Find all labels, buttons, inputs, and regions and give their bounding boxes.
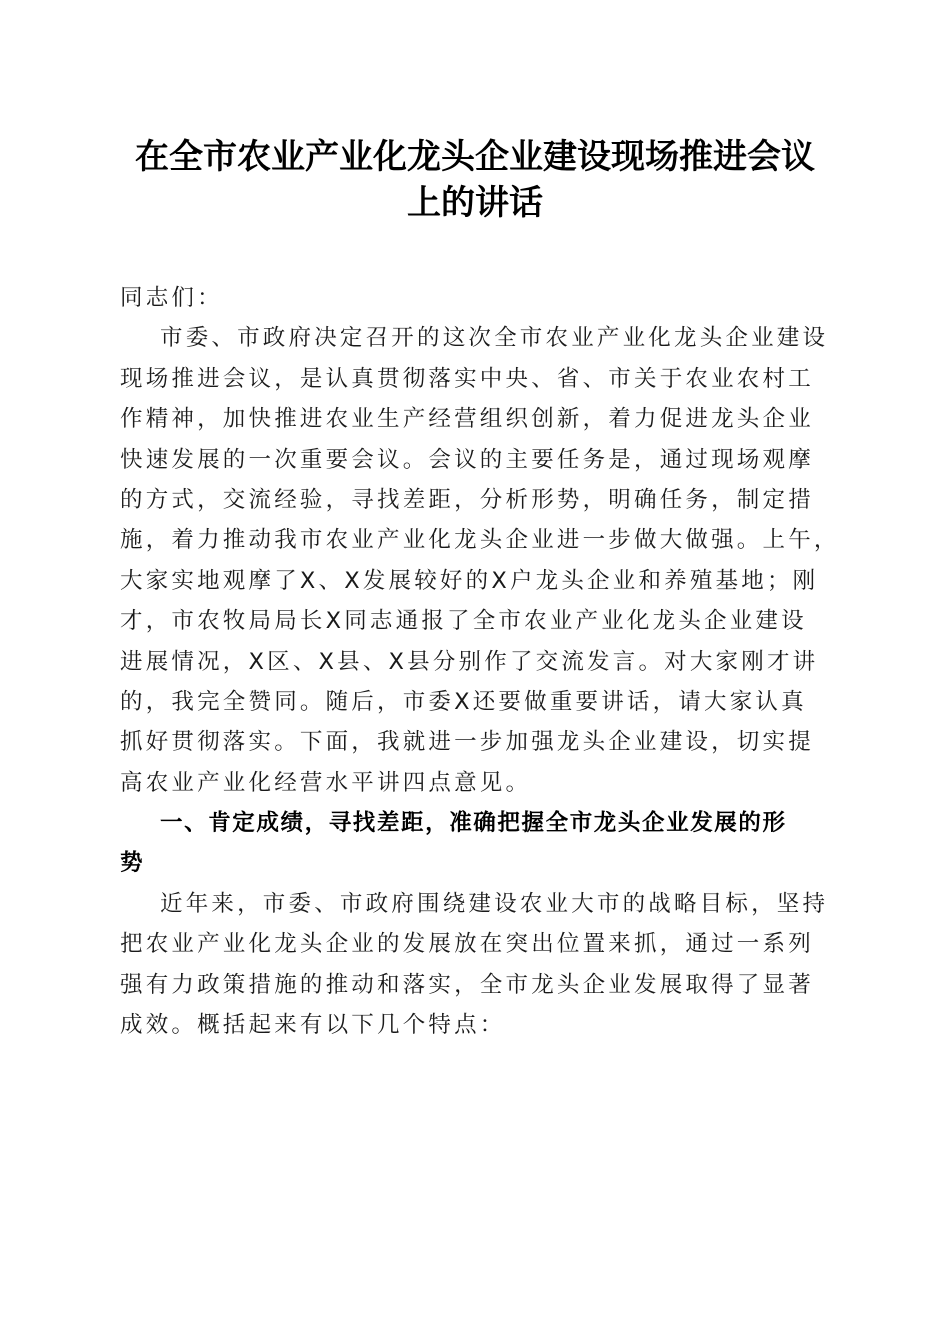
heading-line: 一、肯定成绩，寻找差距，准确把握全市龙头企业发展的形 — [160, 810, 787, 837]
paragraph-line: 作精神，加快推进农业生产经营组织创新，着力促进龙头企业 — [120, 406, 814, 433]
paragraph-line: 的，我完全赞同。随后，市委X还要做重要讲话，请大家认真 — [120, 688, 807, 715]
paragraph-line: 抓好贯彻落实。下面，我就进一步加强龙头企业建设，切实提 — [120, 729, 814, 756]
paragraph-line: 市委、市政府决定召开的这次全市农业产业化龙头企业建设 — [160, 325, 829, 352]
paragraph-line: 快速发展的一次重要会议。会议的主要任务是，通过现场观摩 — [120, 446, 814, 473]
paragraph-line: 强有力政策措施的推动和落实，全市龙头企业发展取得了显著 — [120, 971, 814, 998]
paragraph-line: 施，着力推动我市农业产业化龙头企业进一步做大做强。上午， — [120, 527, 840, 554]
section-heading — [120, 803, 832, 884]
document-title — [110, 134, 840, 226]
paragraph-line: 的方式，交流经验，寻找差距，分析形势，明确任务，制定措 — [120, 486, 814, 513]
paragraph-line: 高农业产业化经营水平讲四点意见。 — [120, 769, 532, 796]
paragraph-line: 进展情况，X区、X县、X县分别作了交流发言。对大家刚才讲 — [120, 648, 819, 675]
paragraph-intro — [120, 318, 840, 803]
paragraph-line: 现场推进会议，是认真贯彻落实中央、省、市关于农业农村工 — [120, 365, 814, 392]
paragraph-line: 近年来，市委、市政府围绕建设农业大市的战略目标，坚持 — [160, 890, 829, 917]
paragraph-line: 大家实地观摩了X、X发展较好的X户龙头企业和养殖基地；刚 — [120, 567, 819, 594]
salutation: 同志们： — [120, 285, 223, 311]
document-body — [120, 278, 840, 1045]
paragraph-achievements — [120, 884, 832, 1046]
paragraph-line: 成效。概括起来有以下几个特点： — [120, 1012, 506, 1039]
paragraph-line: 把农业产业化龙头企业的发展放在突出位置来抓，通过一系列 — [120, 931, 814, 958]
title-line: 在全市农业产业化龙头企业建设现场推进会议 — [135, 137, 815, 177]
title-line: 上的讲话 — [407, 183, 543, 223]
heading-line: 势 — [120, 850, 145, 877]
paragraph-line: 才，市农牧局局长X同志通报了全市农业产业化龙头企业建设 — [120, 608, 807, 635]
